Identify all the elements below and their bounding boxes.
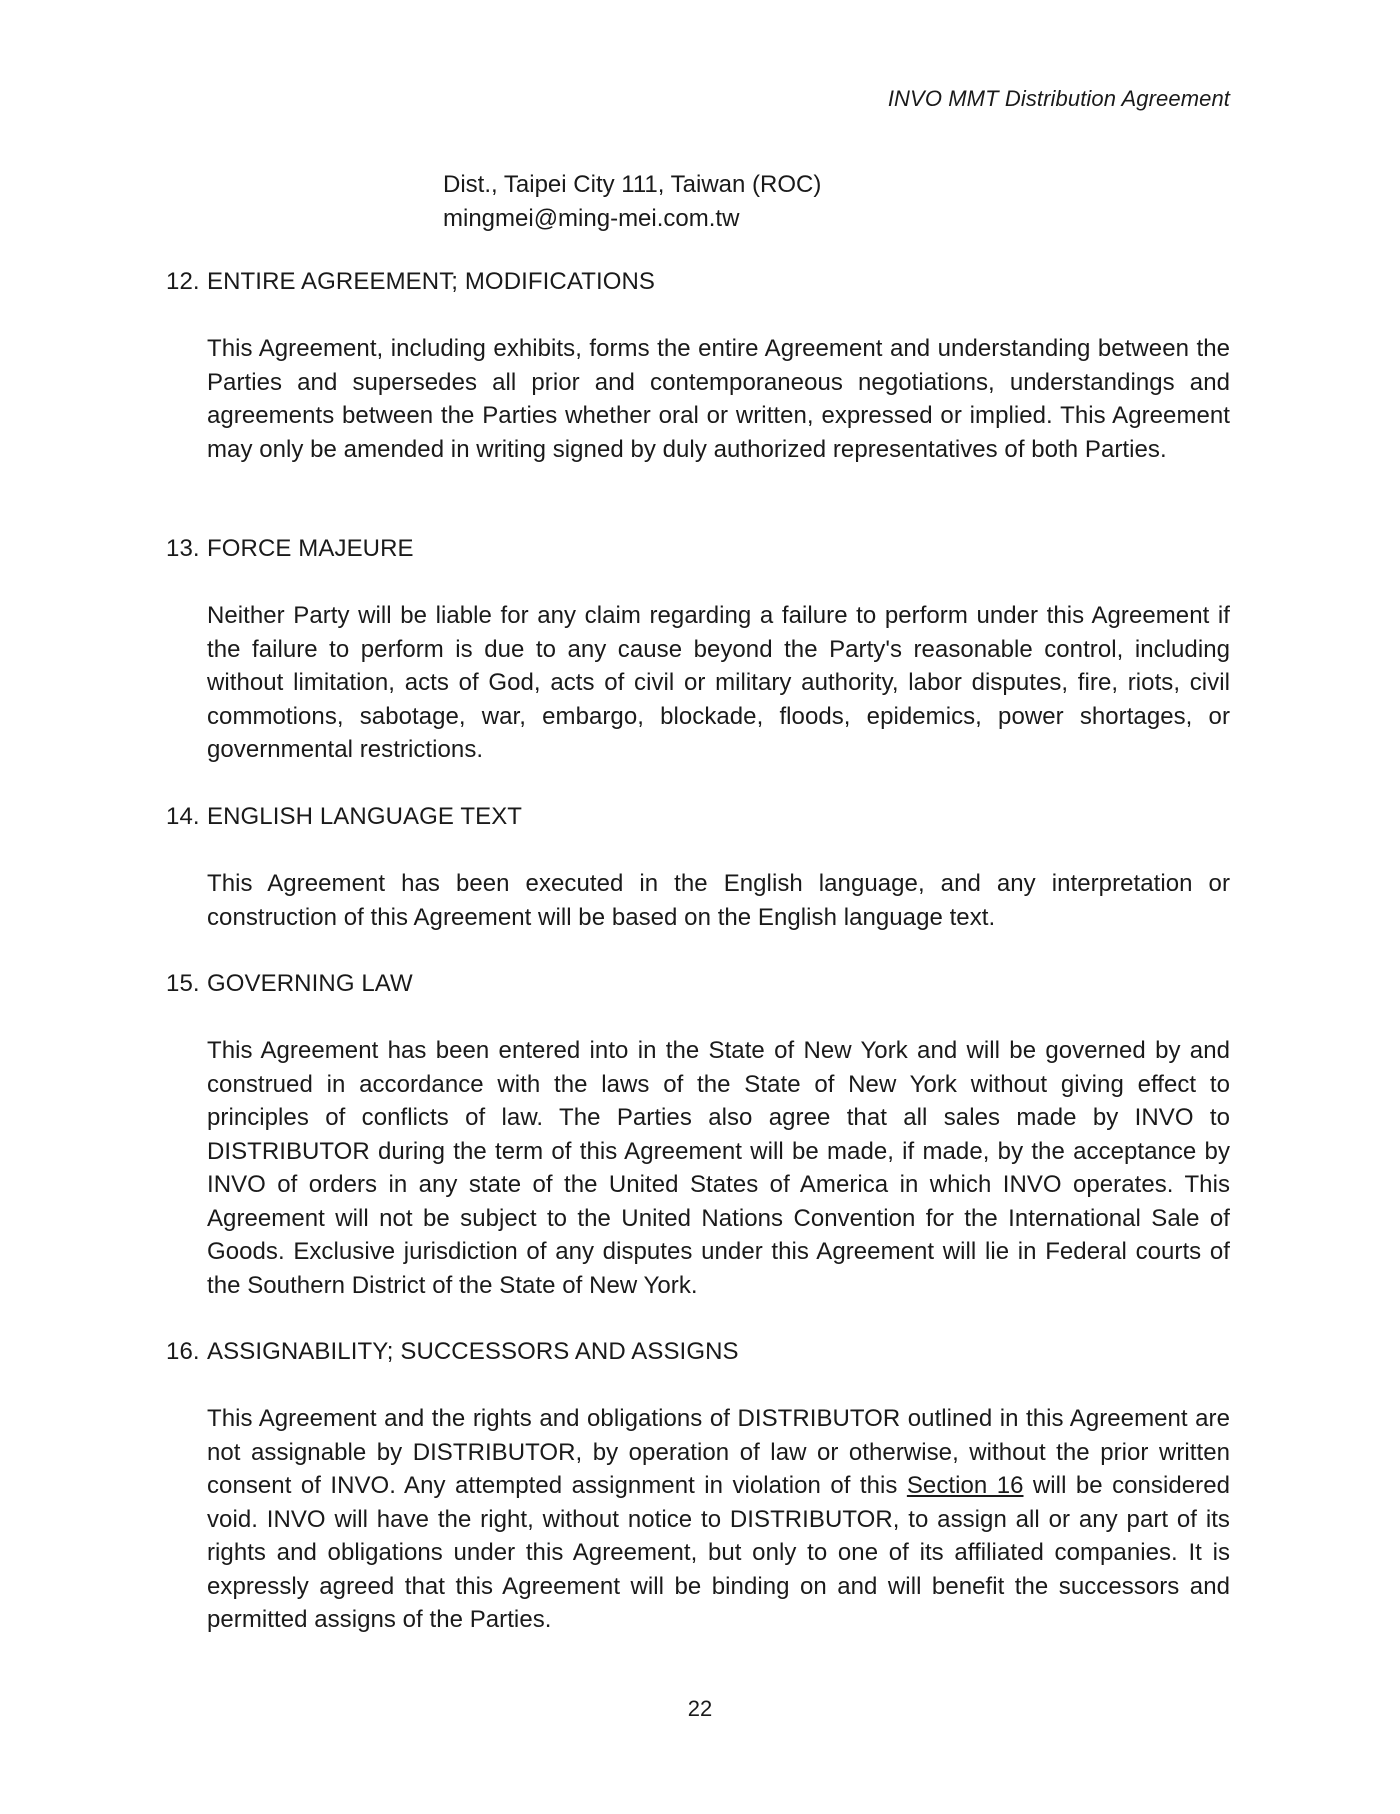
address-line: Dist., Taipei City 111, Taiwan (ROC) (443, 171, 822, 198)
section-number: 16. (166, 1338, 200, 1365)
section-body-text: will be considered void. INVO will have the right, without notice to DISTRIBUTOR, to assign all or any part of its rights and obligations under this Agreement, but only to one of its affiliated companies. It is expressly agreed that this Agreement will be binding on and will benefit the successors and permitted assigns of the Parties. (207, 1472, 1230, 1633)
section-title: ENTIRE AGREEMENT; MODIFICATIONS (207, 268, 656, 295)
section-13 (166, 533, 1230, 767)
section-heading (166, 266, 1230, 298)
page-number: 22 (687, 1696, 713, 1721)
section-body: This Agreement has been entered into in the State of New York and will be governed by and construed in accordance with the laws of the State of New York without giving effect to principles of conflicts of law. The Parties also agree that all sales made by INVO to DISTRIBUTOR during the term of this Agreement will be made, if made, by the acceptance by INVO of orders in any state of the United States of America in which INVO operates. This Agreement will not be subject to the United Nations Convention for the International Sale of Goods. Exclusive jurisdiction of any disputes under this Agreement will lie in Federal courts of the Southern District of the State of New York. (207, 1037, 1230, 1299)
section-title: ENGLISH LANGUAGE TEXT (207, 803, 523, 830)
section-title: GOVERNING LAW (207, 970, 413, 997)
section-body-text: This Agreement and the rights and obligations of DISTRIBUTOR outlined in this Agreement are not assignable by DISTRIBUTOR, by operation of law or otherwise, without the prior written consent of INVO. Any attempted assignment in violation of this (207, 1405, 1230, 1499)
section-body (207, 1402, 1230, 1637)
email-address: mingmei@ming-mei.com.tw (443, 205, 740, 232)
section-14 (166, 801, 1230, 934)
section-heading (166, 968, 1230, 1000)
section-number: 12. (166, 268, 200, 295)
address-block (443, 168, 821, 236)
section-16-cross-reference[interactable]: Section 16 (906, 1472, 1024, 1499)
section-heading (166, 1336, 1230, 1368)
section-body: This Agreement, including exhibits, forms the entire Agreement and understanding between the Parties and supersedes all prior and contemporaneous negotiations, understandings and agreements between the Parties whether oral or written, expressed or implied. This Agreement may only be amended in writing signed by duly authorized representatives of both Parties. (207, 335, 1230, 463)
section-heading (166, 801, 1230, 833)
section-number: 15. (166, 970, 200, 997)
section-body: This Agreement has been executed in the English language, and any interpretation or construction of this Agreement will be based on the English language text. (207, 870, 1230, 931)
section-heading (166, 533, 1230, 565)
running-header: INVO MMT Distribution Agreement (887, 86, 1230, 111)
section-number: 14. (166, 803, 200, 830)
section-16 (166, 1336, 1230, 1637)
section-title: ASSIGNABILITY; SUCCESSORS AND ASSIGNS (207, 1338, 739, 1365)
section-body: Neither Party will be liable for any claim regarding a failure to perform under this Agreement if the failure to perform is due to any cause beyond the Party's reasonable control, including without limitation, acts of God, acts of civil or military authority, labor disputes, fire, riots, civil commotions, sabotage, war, embargo, blockade, floods, epidemics, power shortages, or governmental restrictions. (207, 602, 1230, 763)
section-title: FORCE MAJEURE (207, 535, 414, 562)
section-15 (166, 968, 1230, 1302)
section-number: 13. (166, 535, 200, 562)
section-12 (166, 266, 1230, 466)
